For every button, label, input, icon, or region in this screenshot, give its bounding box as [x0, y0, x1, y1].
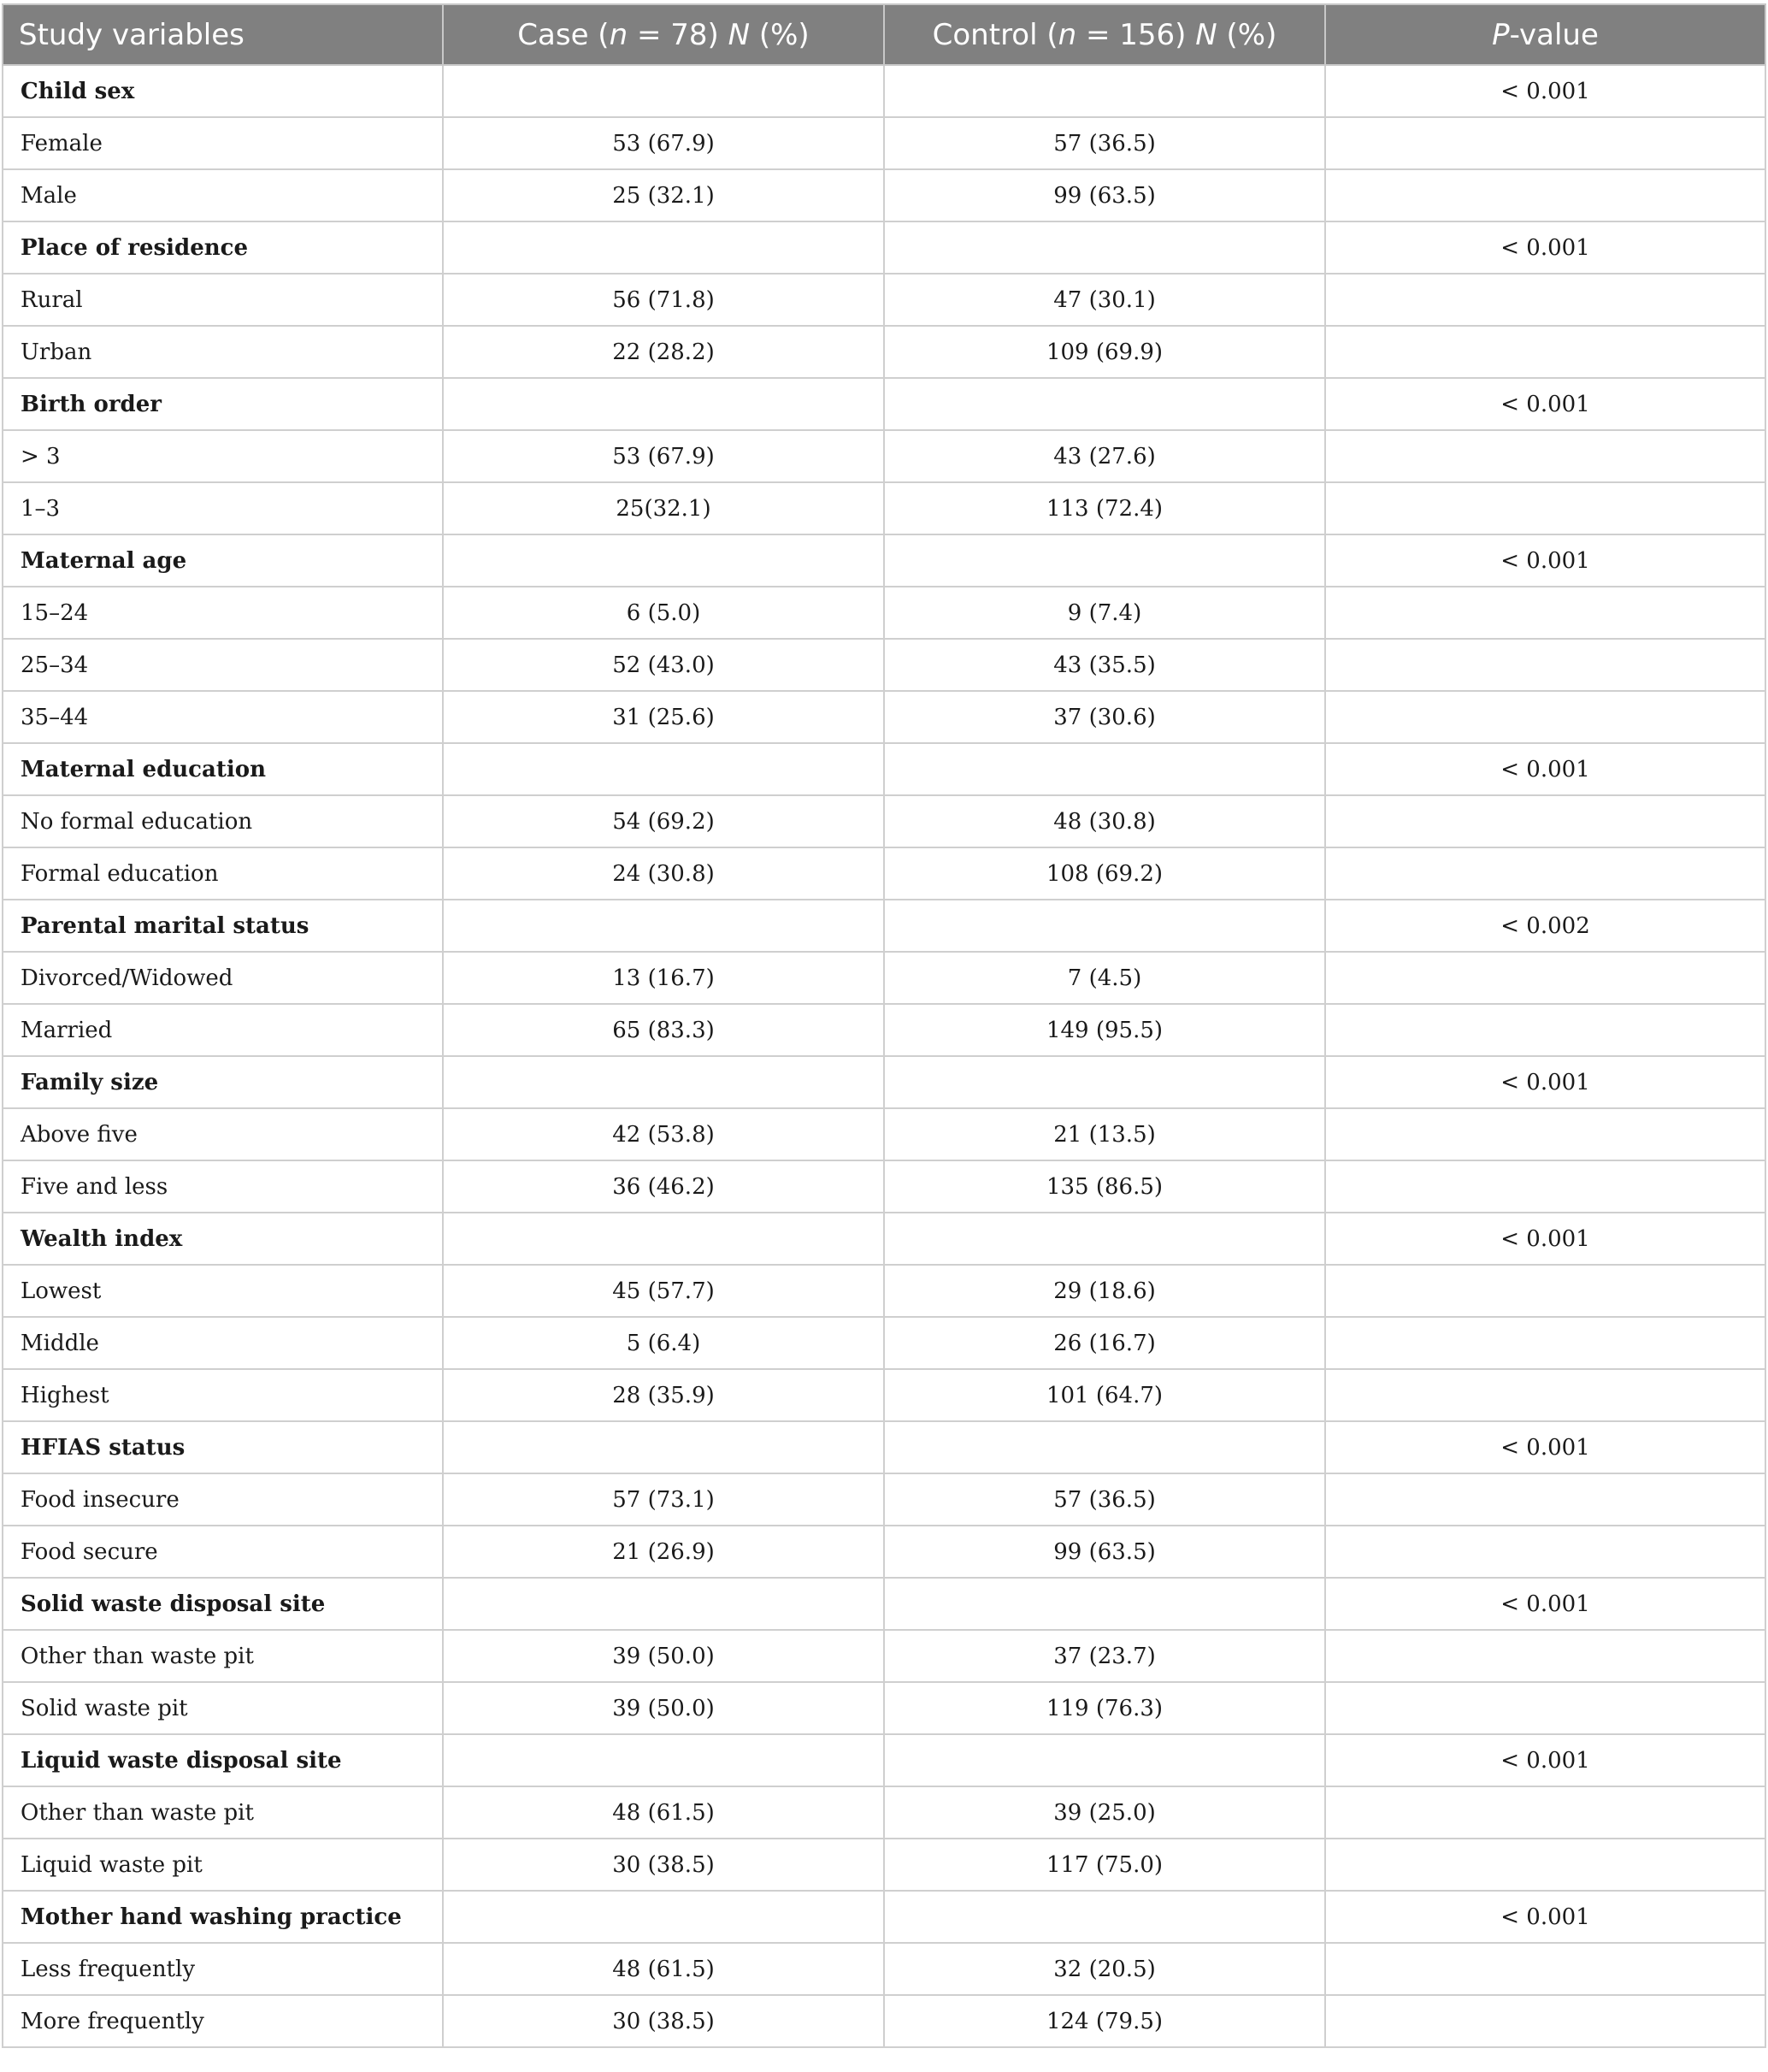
group-label: Place of residence — [3, 221, 443, 274]
control-value: 32 (20.5) — [884, 1943, 1325, 1995]
p-value — [1325, 1108, 1765, 1160]
p-value — [1325, 1839, 1765, 1891]
control-value: 9 (7.4) — [884, 587, 1325, 639]
p-value — [1325, 1526, 1765, 1578]
control-value — [884, 65, 1325, 117]
variable-label: Divorced/Widowed — [3, 952, 443, 1004]
case-value: 57 (73.1) — [443, 1473, 884, 1526]
case-value: 65 (83.3) — [443, 1004, 884, 1056]
case-value: 56 (71.8) — [443, 274, 884, 326]
p-value: < 0.001 — [1325, 1578, 1765, 1630]
case-value: 36 (46.2) — [443, 1160, 884, 1213]
header-control-post: (%) — [1217, 17, 1277, 52]
p-value: < 0.002 — [1325, 900, 1765, 952]
table-group-row — [3, 1213, 1765, 1265]
control-value — [884, 378, 1325, 430]
table-group-row — [3, 1056, 1765, 1108]
header-control-n: n — [1058, 17, 1077, 52]
case-value — [443, 1056, 884, 1108]
table-row — [3, 169, 1765, 221]
table-group-row — [3, 1421, 1765, 1473]
p-value: < 0.001 — [1325, 1891, 1765, 1943]
p-value — [1325, 1473, 1765, 1526]
case-value: 28 (35.9) — [443, 1369, 884, 1421]
case-value: 21 (26.9) — [443, 1526, 884, 1578]
table-row — [3, 1526, 1765, 1578]
table-row — [3, 847, 1765, 900]
variable-label: 15–24 — [3, 587, 443, 639]
p-value — [1325, 117, 1765, 169]
header-control-N: N — [1195, 17, 1217, 52]
p-value — [1325, 430, 1765, 482]
p-value: < 0.001 — [1325, 65, 1765, 117]
header-control-mid: = 156) — [1076, 17, 1196, 52]
header-row — [3, 4, 1765, 65]
p-value: < 0.001 — [1325, 1056, 1765, 1108]
case-value: 31 (25.6) — [443, 691, 884, 743]
table-row — [3, 1943, 1765, 1995]
variable-label: Liquid waste pit — [3, 1839, 443, 1891]
control-value: 124 (79.5) — [884, 1995, 1325, 2047]
variable-label: 35–44 — [3, 691, 443, 743]
case-value — [443, 221, 884, 274]
table-row — [3, 1369, 1765, 1421]
case-value: 39 (50.0) — [443, 1630, 884, 1682]
p-value — [1325, 795, 1765, 847]
control-value — [884, 534, 1325, 587]
group-label: Parental marital status — [3, 900, 443, 952]
p-value — [1325, 169, 1765, 221]
variable-label: Formal education — [3, 847, 443, 900]
control-value: 7 (4.5) — [884, 952, 1325, 1004]
case-value: 25 (32.1) — [443, 169, 884, 221]
case-value: 54 (69.2) — [443, 795, 884, 847]
p-value — [1325, 1004, 1765, 1056]
case-value: 30 (38.5) — [443, 1995, 884, 2047]
table-row — [3, 639, 1765, 691]
header-p-letter: P — [1492, 17, 1510, 52]
case-value: 22 (28.2) — [443, 326, 884, 378]
control-value — [884, 1213, 1325, 1265]
control-value: 119 (76.3) — [884, 1682, 1325, 1734]
p-value — [1325, 847, 1765, 900]
table-row — [3, 1786, 1765, 1839]
case-value: 45 (57.7) — [443, 1265, 884, 1317]
table-row — [3, 117, 1765, 169]
p-value: < 0.001 — [1325, 743, 1765, 795]
control-value — [884, 1421, 1325, 1473]
table-row — [3, 1473, 1765, 1526]
case-value — [443, 534, 884, 587]
p-value: < 0.001 — [1325, 1421, 1765, 1473]
p-value: < 0.001 — [1325, 378, 1765, 430]
variable-label: 25–34 — [3, 639, 443, 691]
table-row — [3, 1317, 1765, 1369]
table-row — [3, 1265, 1765, 1317]
case-value: 6 (5.0) — [443, 587, 884, 639]
p-value — [1325, 639, 1765, 691]
variable-label: Other than waste pit — [3, 1786, 443, 1839]
p-value — [1325, 691, 1765, 743]
control-value: 21 (13.5) — [884, 1108, 1325, 1160]
case-value: 24 (30.8) — [443, 847, 884, 900]
p-value: < 0.001 — [1325, 221, 1765, 274]
case-value: 48 (61.5) — [443, 1786, 884, 1839]
variable-label: Lowest — [3, 1265, 443, 1317]
study-variables-table — [2, 3, 1766, 2048]
case-value: 30 (38.5) — [443, 1839, 884, 1891]
header-p-value — [1325, 4, 1765, 65]
p-value — [1325, 1943, 1765, 1995]
table-row — [3, 1995, 1765, 2047]
control-value: 39 (25.0) — [884, 1786, 1325, 1839]
variable-label: Above five — [3, 1108, 443, 1160]
variable-label: Solid waste pit — [3, 1682, 443, 1734]
table-header — [3, 4, 1765, 65]
case-value — [443, 378, 884, 430]
table-row — [3, 1160, 1765, 1213]
control-value — [884, 1891, 1325, 1943]
table-row — [3, 326, 1765, 378]
control-value: 48 (30.8) — [884, 795, 1325, 847]
group-label: Wealth index — [3, 1213, 443, 1265]
p-value — [1325, 1630, 1765, 1682]
control-value: 37 (23.7) — [884, 1630, 1325, 1682]
control-value: 135 (86.5) — [884, 1160, 1325, 1213]
control-value: 26 (16.7) — [884, 1317, 1325, 1369]
case-value — [443, 65, 884, 117]
case-value — [443, 900, 884, 952]
variable-label: Less frequently — [3, 1943, 443, 1995]
p-value: < 0.001 — [1325, 1213, 1765, 1265]
control-value: 57 (36.5) — [884, 1473, 1325, 1526]
table-group-row — [3, 1891, 1765, 1943]
table-group-row — [3, 1578, 1765, 1630]
header-p-post: -value — [1509, 17, 1599, 52]
control-value: 43 (27.6) — [884, 430, 1325, 482]
case-value: 13 (16.7) — [443, 952, 884, 1004]
header-case-N: N — [728, 17, 751, 52]
variable-label: Married — [3, 1004, 443, 1056]
variable-label: > 3 — [3, 430, 443, 482]
control-value: 113 (72.4) — [884, 482, 1325, 534]
table-group-row — [3, 221, 1765, 274]
table-row — [3, 482, 1765, 534]
variable-label: Urban — [3, 326, 443, 378]
case-value — [443, 1421, 884, 1473]
table-row — [3, 1839, 1765, 1891]
p-value — [1325, 1160, 1765, 1213]
table-row — [3, 952, 1765, 1004]
table-group-row — [3, 1734, 1765, 1786]
control-value — [884, 1734, 1325, 1786]
case-value: 39 (50.0) — [443, 1682, 884, 1734]
p-value — [1325, 1995, 1765, 2047]
case-value — [443, 1213, 884, 1265]
p-value — [1325, 1317, 1765, 1369]
group-label: Liquid waste disposal site — [3, 1734, 443, 1786]
control-value: 37 (30.6) — [884, 691, 1325, 743]
variable-label: Female — [3, 117, 443, 169]
control-value: 57 (36.5) — [884, 117, 1325, 169]
case-value: 25(32.1) — [443, 482, 884, 534]
control-value: 108 (69.2) — [884, 847, 1325, 900]
case-value: 52 (43.0) — [443, 639, 884, 691]
variable-label: Highest — [3, 1369, 443, 1421]
p-value — [1325, 952, 1765, 1004]
header-control-pre: Control ( — [932, 17, 1058, 52]
control-value — [884, 221, 1325, 274]
group-label: Solid waste disposal site — [3, 1578, 443, 1630]
case-value — [443, 1734, 884, 1786]
case-value — [443, 743, 884, 795]
control-value — [884, 743, 1325, 795]
control-value: 47 (30.1) — [884, 274, 1325, 326]
header-case-post: (%) — [750, 17, 810, 52]
group-label: Birth order — [3, 378, 443, 430]
case-value: 53 (67.9) — [443, 430, 884, 482]
control-value — [884, 1578, 1325, 1630]
header-case-mid: = 78) — [628, 17, 728, 52]
table-row — [3, 1004, 1765, 1056]
table-group-row — [3, 534, 1765, 587]
table-row — [3, 1682, 1765, 1734]
p-value — [1325, 326, 1765, 378]
p-value — [1325, 1786, 1765, 1839]
variable-label: Rural — [3, 274, 443, 326]
table-group-row — [3, 743, 1765, 795]
control-value — [884, 900, 1325, 952]
table-group-row — [3, 900, 1765, 952]
variable-label: Other than waste pit — [3, 1630, 443, 1682]
table-group-row — [3, 65, 1765, 117]
variable-label: Food secure — [3, 1526, 443, 1578]
case-value: 48 (61.5) — [443, 1943, 884, 1995]
p-value — [1325, 1682, 1765, 1734]
control-value: 117 (75.0) — [884, 1839, 1325, 1891]
table-row — [3, 1108, 1765, 1160]
header-case-n: n — [609, 17, 628, 52]
case-value — [443, 1891, 884, 1943]
variable-label: Male — [3, 169, 443, 221]
table-body — [3, 65, 1765, 2047]
control-value: 99 (63.5) — [884, 169, 1325, 221]
header-case — [443, 4, 884, 65]
group-label: Child sex — [3, 65, 443, 117]
control-value: 101 (64.7) — [884, 1369, 1325, 1421]
group-label: Mother hand washing practice — [3, 1891, 443, 1943]
p-value — [1325, 274, 1765, 326]
p-value: < 0.001 — [1325, 534, 1765, 587]
control-value: 43 (35.5) — [884, 639, 1325, 691]
table-row — [3, 587, 1765, 639]
case-value: 53 (67.9) — [443, 117, 884, 169]
variable-label: More frequently — [3, 1995, 443, 2047]
control-value: 149 (95.5) — [884, 1004, 1325, 1056]
control-value — [884, 1056, 1325, 1108]
group-label: HFIAS status — [3, 1421, 443, 1473]
case-value — [443, 1578, 884, 1630]
header-control — [884, 4, 1325, 65]
table-row — [3, 1630, 1765, 1682]
variable-label: No formal education — [3, 795, 443, 847]
case-value: 5 (6.4) — [443, 1317, 884, 1369]
table-group-row — [3, 378, 1765, 430]
control-value: 109 (69.9) — [884, 326, 1325, 378]
table-row — [3, 795, 1765, 847]
p-value: < 0.001 — [1325, 1734, 1765, 1786]
p-value — [1325, 587, 1765, 639]
control-value: 29 (18.6) — [884, 1265, 1325, 1317]
header-case-pre: Case ( — [517, 17, 610, 52]
variable-label: Five and less — [3, 1160, 443, 1213]
control-value: 99 (63.5) — [884, 1526, 1325, 1578]
p-value — [1325, 482, 1765, 534]
case-value: 42 (53.8) — [443, 1108, 884, 1160]
p-value — [1325, 1265, 1765, 1317]
p-value — [1325, 1369, 1765, 1421]
group-label: Family size — [3, 1056, 443, 1108]
table-row — [3, 691, 1765, 743]
header-study-variables: Study variables — [3, 4, 443, 65]
group-label: Maternal age — [3, 534, 443, 587]
variable-label: 1–3 — [3, 482, 443, 534]
variable-label: Food insecure — [3, 1473, 443, 1526]
table-row — [3, 274, 1765, 326]
variable-label: Middle — [3, 1317, 443, 1369]
group-label: Maternal education — [3, 743, 443, 795]
table-row — [3, 430, 1765, 482]
